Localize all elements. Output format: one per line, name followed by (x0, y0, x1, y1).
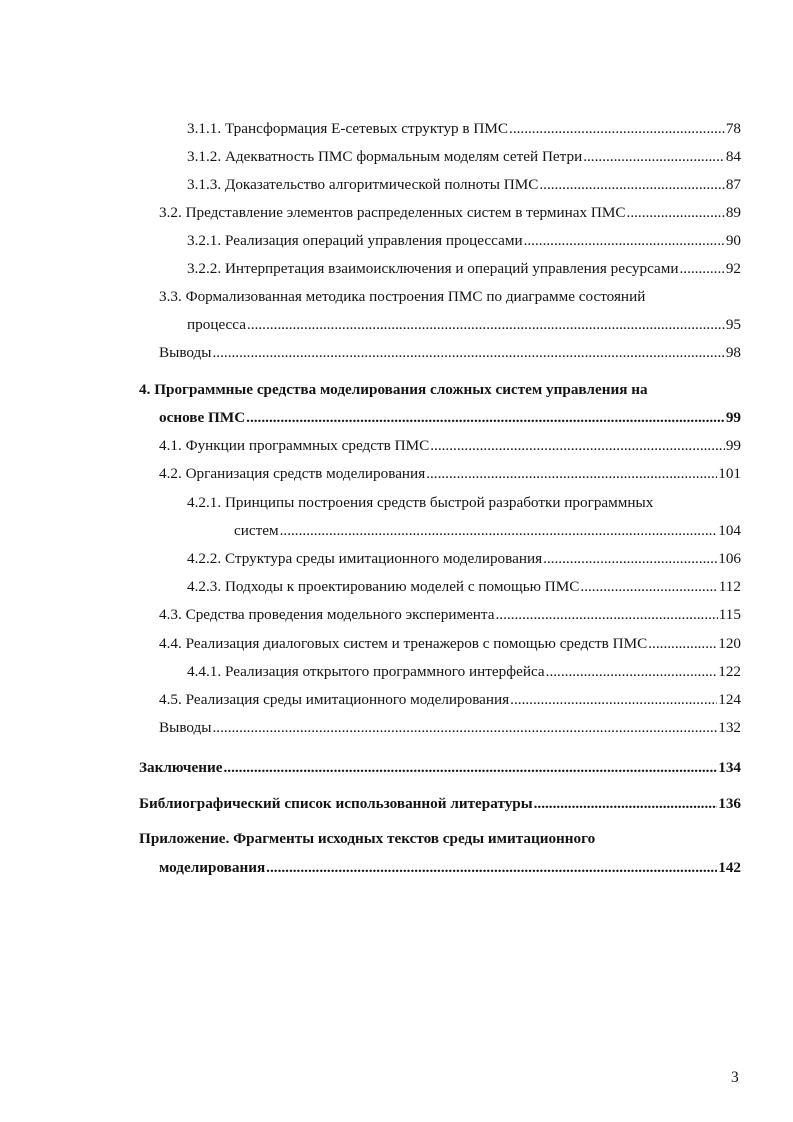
toc-entry-4-4-1 (187, 662, 741, 682)
toc-entry-page: 99 (725, 409, 741, 426)
toc-entry-page: 115 (718, 606, 741, 623)
toc-chapter-4 (159, 408, 741, 428)
toc-leader-dots (213, 718, 718, 738)
toc-entry-4-2 (159, 464, 741, 484)
toc-leader-dots (546, 662, 718, 682)
toc-entry-page: 87 (725, 176, 741, 193)
toc-entry-page: 90 (725, 232, 741, 249)
toc-entry-title: 3.1.3. Доказательство алгоритмической полноты ПМС (187, 176, 539, 193)
toc-entry-page: 98 (725, 344, 741, 361)
toc-entry-4-2-1 (234, 521, 741, 541)
toc-entry-4-1 (159, 436, 741, 456)
toc-entry-title: процесса (187, 316, 246, 333)
toc-leader-dots (543, 549, 717, 569)
toc-entry-4-5 (159, 690, 741, 710)
toc-leader-dots (509, 119, 725, 139)
toc-entry-title: Библиографический список использованной литературы (139, 795, 533, 812)
toc-leader-dots (426, 464, 717, 484)
toc-leader-dots (280, 521, 718, 541)
toc-entry-page: 104 (718, 522, 741, 539)
page-number: 3 (731, 1069, 739, 1086)
toc-entry-4-2-3 (187, 577, 741, 597)
toc-entry-title: 4.2.3. Подходы к проектированию моделей с помощью ПМС (187, 578, 580, 595)
toc-entry-page: 112 (718, 578, 741, 595)
toc-entry-title: Заключение (139, 759, 223, 776)
toc-leader-dots (266, 858, 717, 878)
toc-entry-title: 4.4. Реализация диалоговых систем и тренажеров с помощью средств ПМС (159, 635, 648, 652)
toc-chapter-4-line1: 4. Программные средства моделирования сложных систем управления на (139, 381, 648, 398)
toc-entry-3-2-1 (187, 231, 741, 251)
toc-entry-title: моделирования (159, 859, 266, 876)
toc-entry-page: 122 (718, 663, 741, 680)
toc-entry-3-3 (187, 315, 741, 335)
toc-entry-page: 124 (718, 691, 741, 708)
toc-entry-title: Выводы (159, 344, 212, 361)
toc-leader-dots (539, 175, 724, 195)
toc-entry-page: 136 (718, 795, 741, 812)
toc-entry-title: систем (234, 522, 279, 539)
toc-leader-dots (213, 343, 725, 363)
toc-entry-page: 134 (718, 759, 741, 776)
toc-entry-title: 4.2. Организация средств моделирования (159, 465, 426, 482)
toc-leader-dots (534, 794, 718, 814)
toc-leader-dots (627, 203, 725, 223)
toc-leader-dots (510, 690, 717, 710)
toc-conclusion (139, 758, 741, 778)
toc-entry-page: 78 (725, 120, 741, 137)
toc-entry-4-3 (159, 605, 741, 625)
toc-entry-title: основе ПМС (159, 409, 246, 426)
toc-leader-dots (247, 315, 725, 335)
toc-entry-page: 84 (725, 148, 741, 165)
toc-entry-3-conclusions (159, 343, 741, 363)
toc-entry-4-conclusions (159, 718, 741, 738)
toc-entry-page: 142 (718, 859, 741, 876)
toc-entry-3-2-2 (187, 259, 741, 279)
toc-entry-title: 4.5. Реализация среды имитационного моделирования (159, 691, 510, 708)
toc-bibliography (139, 794, 741, 814)
toc-leader-dots (583, 147, 725, 167)
toc-entry-title: 4.1. Функции программных средств ПМС (159, 437, 430, 454)
toc-entry-page: 95 (725, 316, 741, 333)
toc-entry-3-1-2 (187, 147, 741, 167)
toc-entry-title: 3.1.2. Адекватность ПМС формальным моделям сетей Петри (187, 148, 583, 165)
toc-leader-dots (524, 231, 725, 251)
toc-entry-4-2-2 (187, 549, 741, 569)
toc-leader-dots (430, 436, 725, 456)
toc-entry-title: Выводы (159, 719, 212, 736)
toc-leader-dots (496, 605, 718, 625)
toc-entry-page: 99 (725, 437, 741, 454)
toc-leader-dots (580, 577, 717, 597)
toc-entry-page: 89 (725, 204, 741, 221)
toc-entry-page: 101 (718, 465, 741, 482)
toc-entry-title: 3.2.1. Реализация операций управления процессами (187, 232, 523, 249)
toc-entry-title: 4.3. Средства проведения модельного эксперимента (159, 606, 495, 623)
toc-entry-3-3-line1: 3.3. Формализованная методика построения ПМС по диаграмме состояний (159, 288, 646, 305)
toc-entry-title: 3.2. Представление элементов распределенных систем в терминах ПМС (159, 204, 626, 221)
toc-entry-page: 92 (725, 260, 741, 277)
toc-entry-title: 3.1.1. Трансформация Е-сетевых структур в ПМС (187, 120, 509, 137)
toc-entry-title: 3.2.2. Интерпретация взаимоисключения и операций управления ресурсами (187, 260, 679, 277)
toc-leader-dots (223, 758, 717, 778)
toc-appendix (159, 858, 741, 878)
toc-entry-page: 120 (718, 635, 741, 652)
toc-leader-dots (648, 634, 717, 654)
toc-entry-4-4 (159, 634, 741, 654)
toc-entry-4-2-1-line1: 4.2.1. Принципы построения средств быстрой разработки программных (187, 494, 654, 511)
toc-appendix-line1: Приложение. Фрагменты исходных текстов среды имитационного (139, 830, 596, 847)
toc-entry-title: 4.2.2. Структура среды имитационного моделирования (187, 550, 543, 567)
toc-entry-page: 106 (718, 550, 741, 567)
toc-leader-dots (680, 259, 725, 279)
toc-entry-3-1-3 (187, 175, 741, 195)
toc-entry-page: 132 (718, 719, 741, 736)
toc-entry-title: 4.4.1. Реализация открытого программного интерфейса (187, 663, 545, 680)
toc-entry-3-1-1 (187, 119, 741, 139)
toc-leader-dots (246, 408, 725, 428)
toc-entry-3-2 (159, 203, 741, 223)
